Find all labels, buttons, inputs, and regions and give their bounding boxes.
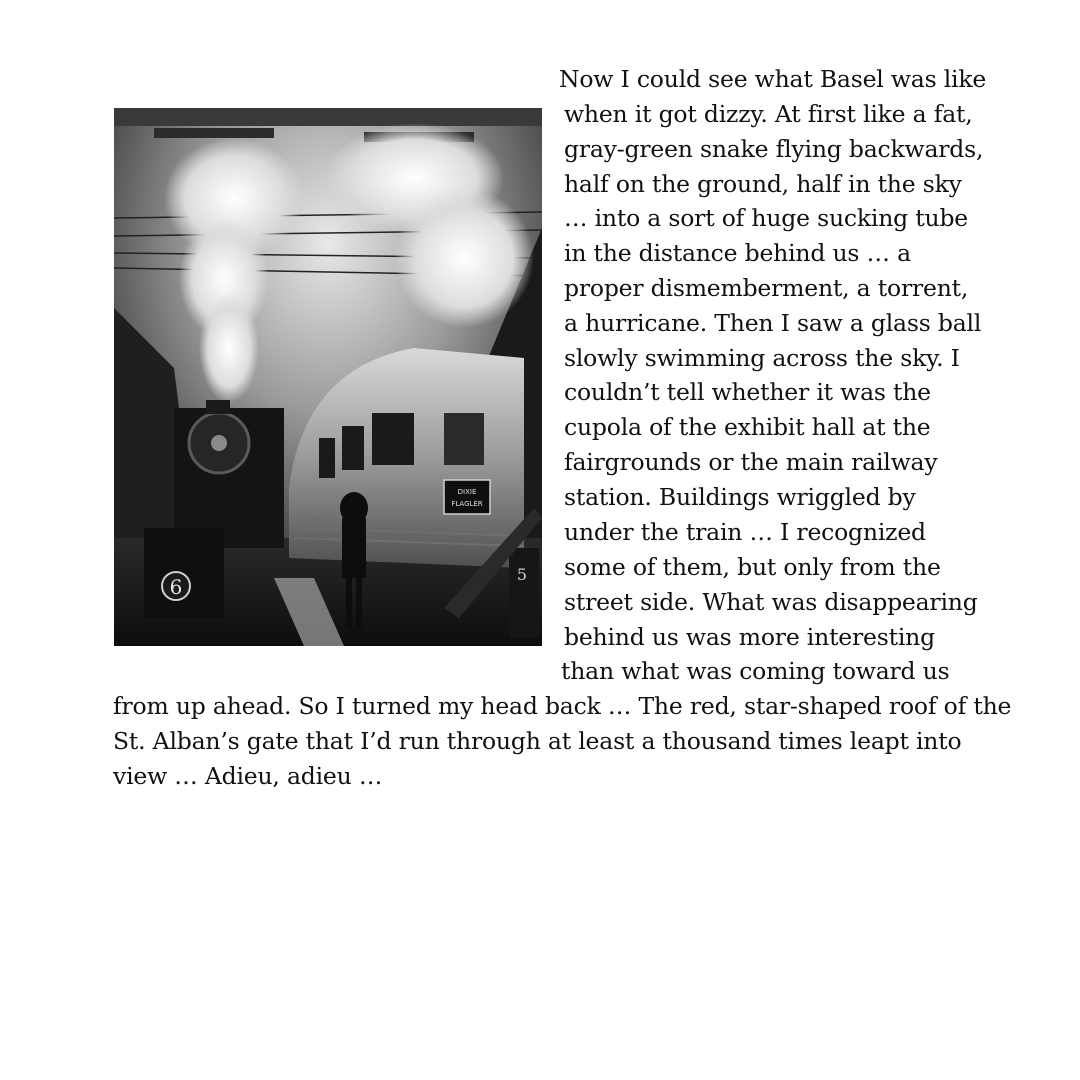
text-line: couldn’t tell whether it was the xyxy=(564,378,931,406)
text-line: cupola of the exhibit hall at the xyxy=(564,413,931,441)
text-line: street side. What was disappearing xyxy=(564,588,978,616)
text-line: from up ahead. So I turned my head back … The red, star-shaped roof of the xyxy=(113,692,1012,720)
text-line: proper dismemberment, a torrent, xyxy=(564,274,969,302)
car-sign-text: DIXIE xyxy=(457,488,477,496)
text-line: half on the ground, half in the sky xyxy=(564,170,962,198)
text-line: fairgrounds or the main railway xyxy=(564,448,938,476)
text-line: view … Adieu, adieu … xyxy=(113,762,383,790)
text-line: a hurricane. Then I saw a glass ball xyxy=(564,309,982,337)
text-line: than what was coming toward us xyxy=(561,657,950,685)
text-line: St. Alban’s gate that I’d run through at least a thousand times leapt into xyxy=(113,727,962,755)
train-station-photo xyxy=(114,108,542,646)
text-line: behind us was more interesting xyxy=(564,623,935,651)
text-line: Now I could see what Basel was like xyxy=(559,65,987,93)
text-line: when it got dizzy. At first like a fat, xyxy=(564,100,973,128)
locomotive-number: 6 xyxy=(169,575,183,599)
side-number: 5 xyxy=(516,565,528,584)
text-line: gray-green snake flying backwards, xyxy=(564,135,984,163)
svg-text:FLAGLER: FLAGLER xyxy=(451,500,483,508)
text-line: under the train … I recognized xyxy=(564,518,926,546)
text-line: some of them, but only from the xyxy=(564,553,941,581)
steam-locomotive-and-streamliner-photo-icon xyxy=(114,108,542,646)
text-line: slowly swimming across the sky. I xyxy=(564,344,960,372)
text-line: in the distance behind us … a xyxy=(564,239,911,267)
text-line: station. Buildings wriggled by xyxy=(564,483,916,511)
text-line: … into a sort of huge sucking tube xyxy=(564,204,969,232)
